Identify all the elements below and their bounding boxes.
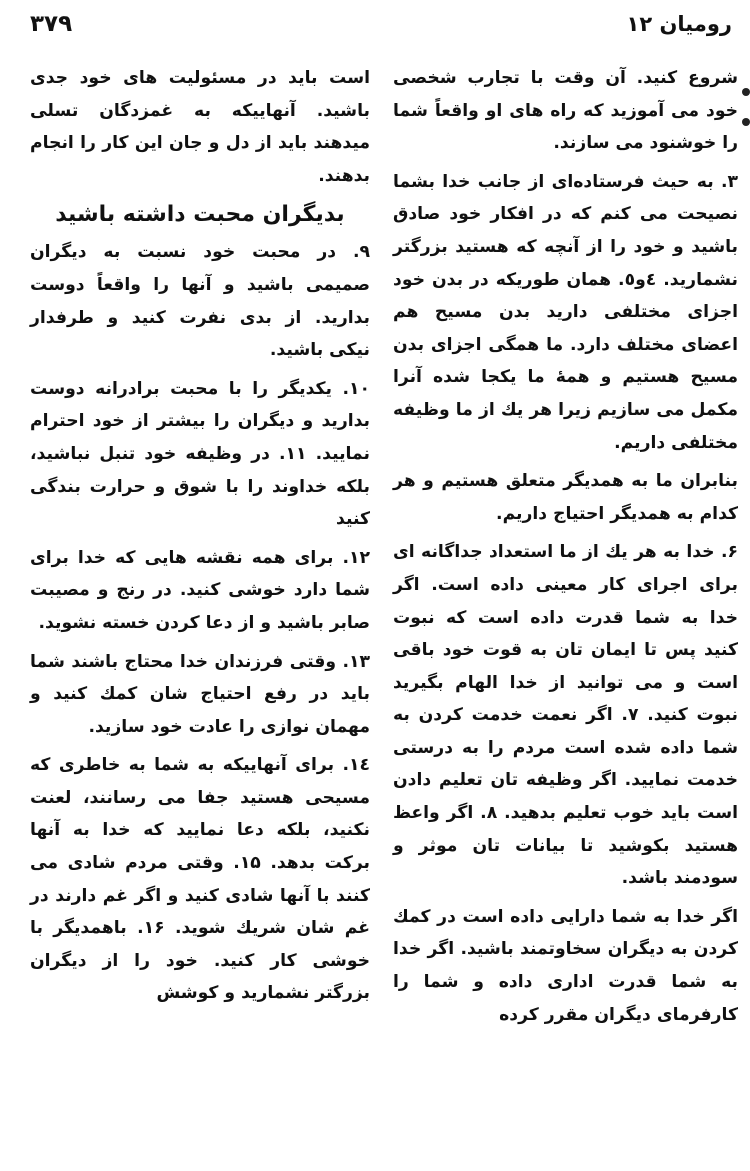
margin-dot	[742, 88, 750, 96]
paragraph: ۱۲. برای همه نقشه هایی که خدا برای شما دارد خوشی کنید. در رنج و مصیبت صابر باشید و از دعا کردن خسته نشوید.	[30, 547, 370, 633]
paragraph: ۹. در محبت خود نسبت به دیگران صمیمی باشید و آنها را واقعاً دوست بدارید. از بدی نفرت کنید و طرفدار نیکی باشید.	[30, 242, 370, 361]
left-column	[30, 62, 370, 1016]
paragraph: شروع کنید. آن وقت با تجارب شخصی خود می آموزید که راه های او واقعاً شما را خوشنود می سازند.	[393, 68, 738, 154]
paragraph: ۶. خدا به هر یك از ما استعداد جداگانه ای برای اجرای کار معینی داده است. اگر خدا به شما قدرت داده است که نبوت کنید پس تا ایمان تان به قوت خود باقی است و می توانید از خدا الهام بگیرید نبوت کنید. ۷. اگر نعمت خدمت کردن به شما داده شده است مردم را به درستی خدمت نمایید. اگر وظیفه تان تعلیم دادن است باید خوب تعلیم بدهید. ۸. اگر واعظ هستید بکوشید تا بیانات تان موثر و سودمند باشد.	[393, 542, 739, 889]
paragraph: ۱۳. وقتی فرزندان خدا محتاج باشند شما باید در رفع احتیاج شان کمك کنید و مهمان نوازی را عادت خود سازید.	[30, 651, 370, 737]
running-title: رومیان ۱۲	[626, 12, 732, 36]
page-number: ۳۷۹	[30, 11, 73, 37]
paragraph: اگر خدا به شما دارایی داده است در کمك کردن به دیگران سخاوتمند باشید. اگر خدا به شما قدرت اداری داده و شما را کارفرمای دیگران مقرر کرده	[393, 906, 738, 1025]
paragraph: ۱۰. یکدیگر را با محبت برادرانه دوست بدارید و دیگران را بیشتر از خود احترام نمایید. ۱۱. در وظیفه خود تنبل نباشید، بلکه خداوند را با شوق و حرارت بندگی کنید	[30, 378, 370, 530]
section-heading: بدیگران محبت داشته باشید	[55, 202, 345, 228]
right-column	[393, 62, 738, 1037]
page-header	[30, 6, 732, 42]
paragraph: ۳. به حیث فرستاده‌ای از جانب خدا بشما نصیحت می کنم که در افکار خود صادق باشید و خود را از آنچه که هستید بزرگتر نشمارید. ٤و٥. همان طوریکه در بدن خود اجزای مختلفی دارید بدن مسیح هم اعضای مختلف دارد. ما همگی اجزای بدن مسیح هستیم و همهٔ ما یکجا شده آنرا مکمل می سازیم زیرا هر یك از ما وظیفه مختلفی داریم.	[393, 171, 738, 453]
paragraph: بنابران ما به همدیگر متعلق هستیم و هر کدام به همدیگر احتیاج داریم.	[393, 471, 738, 524]
margin-dot	[742, 118, 750, 126]
paragraph: است باید در مسئولیت های خود جدی باشید. آنهاییکه به غمزدگان تسلی میدهند باید از دل و جان این کار را انجام بدهند.	[30, 68, 370, 186]
paragraph: ۱٤. برای آنهاییکه به شما به خاطری که مسیحی هستید جفا می رسانند، لعنت نکنید، بلکه دعا نمایید که خدا به آنها برکت بدهد. ۱۵. وقتی مردم شادی می کنند با آنها شادی کنید و اگر غم دارند در غم شان شریك شوید. ۱۶. باهمدیگر با خوشی کار کنید. خود را از دیگران بزرگتر نشمارید و کوشش	[30, 755, 370, 1004]
